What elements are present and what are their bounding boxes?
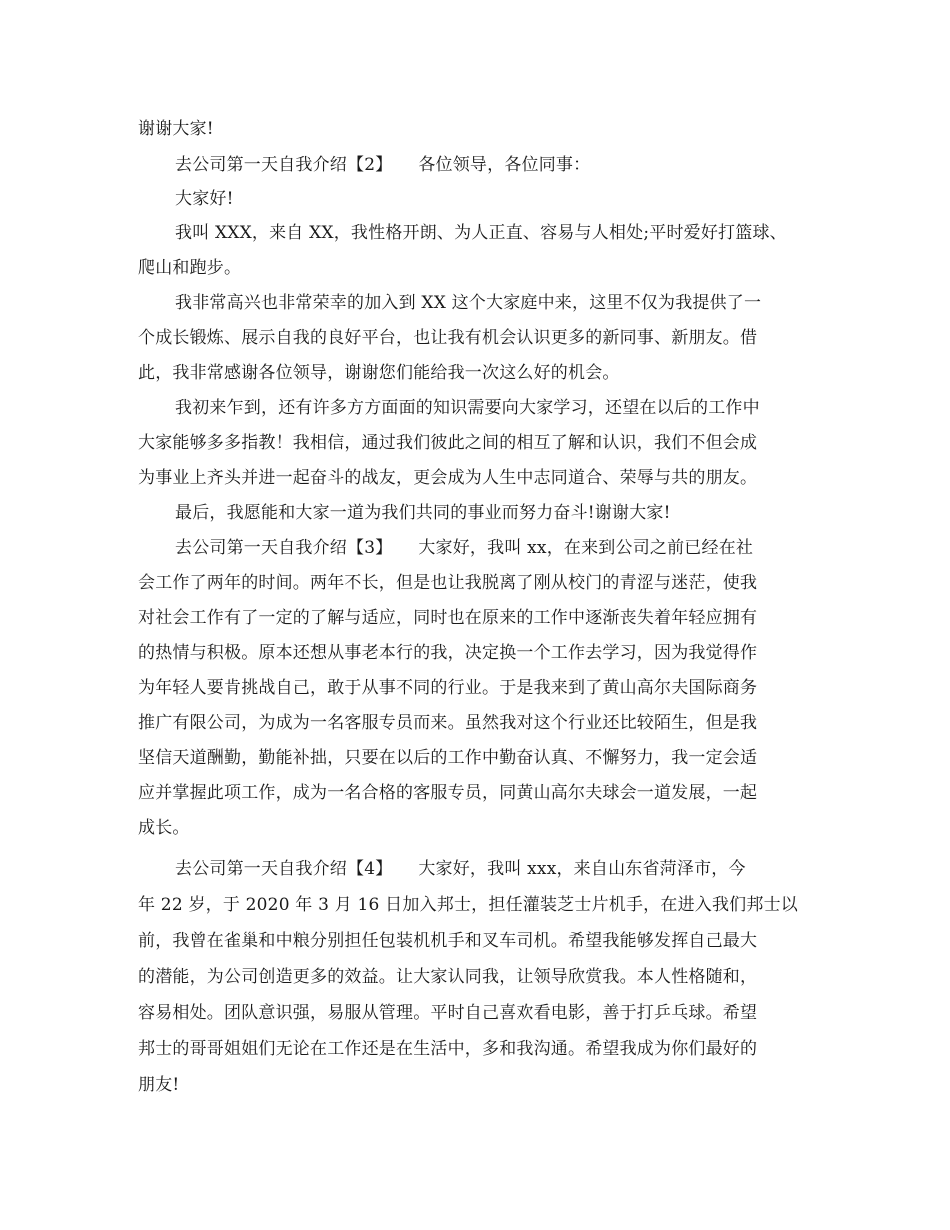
text-line: 应并掌握此项工作，成为一名合格的客服专员，同黄山高尔夫球会一道发展，一起 [138, 783, 758, 803]
text-line: 大家好! [175, 189, 234, 209]
text-line: 前，我曾在雀巢和中粮分别担任包装机机手和叉车司机。希望我能够发挥自己最大 [138, 931, 758, 951]
section-heading-2: 去公司第一天自我介绍【2】 各位领导，各位同事： [175, 155, 591, 175]
text-line: 谢谢大家! [138, 119, 214, 139]
section-heading-3: 去公司第一天自我介绍【3】 大家好，我叫 xx，在来到公司之前已经在社 [175, 538, 754, 558]
text-line: 大家能够多多指教！我相信，通过我们彼此之间的相互了解和认识，我们不但会成 [138, 433, 758, 453]
section-heading-4: 去公司第一天自我介绍【4】 大家好，我叫 xxx，来自山东省菏泽市，今 [175, 859, 746, 879]
text-line: 坚信天道酬勤，勤能补拙，只要在以后的工作中勤奋认真、不懈努力，我一定会适 [138, 748, 758, 768]
text-line: 容易相处。团队意识强，易服从管理。平时自己喜欢看电影，善于打乒乓球。希望 [138, 1003, 758, 1023]
text-line: 年 22 岁，于 2020 年 3 月 16 日加入邦士，担任灌装芝士片机手，在进入我们邦士以 [138, 895, 798, 915]
text-line: 推广有限公司，为成为一名客服专员而来。虽然我对这个行业还比较陌生，但是我 [138, 713, 758, 733]
text-line: 最后，我愿能和大家一道为我们共同的事业而努力奋斗!谢谢大家! [175, 503, 671, 523]
text-line: 此，我非常感谢各位领导，谢谢您们能给我一次这么好的机会。 [138, 363, 620, 383]
text-line: 我初来乍到，还有许多方方面面的知识需要向大家学习，还望在以后的工作中 [175, 398, 760, 418]
text-line: 的潜能，为公司创造更多的效益。让大家认同我，让领导欣赏我。本人性格随和， [138, 967, 758, 987]
text-line: 对社会工作有了一定的了解与适应，同时也在原来的工作中逐渐丧失着年轻应拥有 [138, 608, 758, 628]
text-line: 我非常高兴也非常荣幸的加入到 XX 这个大家庭中来，这里不仅为我提供了一 [175, 293, 762, 313]
text-line: 成长。 [138, 818, 190, 838]
text-line: 的热情与积极。原本还想从事老本行的我，决定换一个工作去学习，因为我觉得作 [138, 643, 758, 663]
text-line: 朋友! [138, 1075, 180, 1095]
text-line: 为年轻人要肯挑战自己，敢于从事不同的行业。于是我来到了黄山高尔夫国际商务 [138, 678, 758, 698]
text-line: 我叫 XXX，来自 XX，我性格开朗、为人正直、容易与人相处;平时爱好打篮球、 [175, 223, 787, 243]
text-line: 爬山和跑步。 [138, 258, 242, 278]
text-line: 邦士的哥哥姐姐们无论在工作还是在生活中，多和我沟通。希望我成为你们最好的 [138, 1039, 758, 1059]
text-line: 为事业上齐头并进一起奋斗的战友，更会成为人生中志同道合、荣辱与共的朋友。 [138, 468, 758, 488]
text-line: 会工作了两年的时间。两年不长，但是也让我脱离了刚从校门的青涩与迷茫，使我 [138, 573, 758, 593]
text-line: 个成长锻炼、展示自我的良好平台，也让我有机会认识更多的新同事、新朋友。借 [138, 328, 758, 348]
